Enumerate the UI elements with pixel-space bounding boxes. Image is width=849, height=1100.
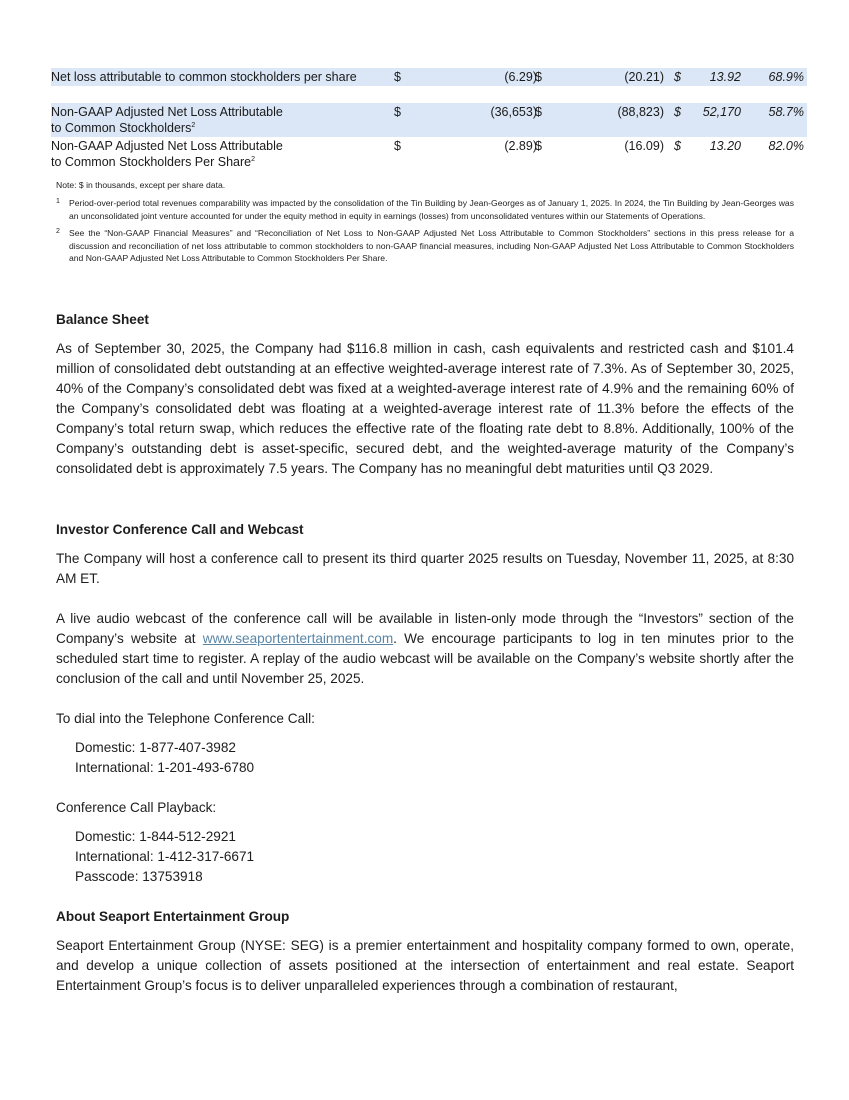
dollar-sign: $ <box>394 139 401 153</box>
value-change-percent: 82.0% <box>768 139 804 153</box>
footnote-text: See the “Non-GAAP Financial Measures” and “Reconciliation of Net Loss to Non-GAAP Adjusted Net Loss Attributable to Common Stockholders” sections in this press release for a discussion and reconciliation of net loss attributable to common stockholders to non-GAAP financial measures, including Non-GAAP Adjusted Net Loss Attributable to Common Stockholders and Non-GAAP Adjusted Net Loss Attributable to Common Stockholders Per Share. <box>69 228 794 264</box>
section-heading: Investor Conference Call and Webcast <box>56 522 304 537</box>
value-prior: (20.21) <box>624 70 664 84</box>
about-section <box>56 907 794 996</box>
value-prior: (88,823) <box>617 105 664 119</box>
table-row <box>51 137 807 171</box>
paragraph-text: A live audio webcast of the conference call will be available in listen-only mode through the “Investors” section of the Company’s website at <box>56 611 794 646</box>
conference-paragraph-2 <box>56 609 794 689</box>
row-label-line2: to Common Stockholders <box>51 121 192 135</box>
dollar-sign: $ <box>394 70 401 84</box>
row-label-line1: Non-GAAP Adjusted Net Loss Attributable <box>51 105 283 119</box>
dollar-sign: $ <box>535 139 542 153</box>
value-change-percent: 68.9% <box>768 70 804 84</box>
row-label <box>51 104 283 136</box>
value-change: 13.92 <box>709 70 741 84</box>
row-label-line2: to Common Stockholders Per Share <box>51 155 252 169</box>
balance-sheet-section <box>56 310 794 479</box>
paragraph-text: . We encourage participants to log in ten minutes prior to the scheduled start time to register. A replay of the audio webcast will be available on the Company’s website shortly after the conclusion of the call and until November 25, 2025. <box>56 631 794 686</box>
footnote-number: 2 <box>56 228 60 236</box>
row-label: Net loss attributable to common stockholders per share <box>51 70 357 84</box>
about-paragraph: Seaport Entertainment Group (NYSE: SEG) is a premier entertainment and hospitality company formed to own, operate, and develop a unique collection of assets positioned at the intersection of entertainment and real estate. Seaport Entertainment Group’s focus is to deliver unparalleled experiences through a combination of restaurant, <box>56 938 794 993</box>
footnote-marker: 2 <box>191 121 196 129</box>
table-row <box>51 68 807 86</box>
playback-domestic: Domestic: 1-844-512-2921 <box>75 829 236 844</box>
playback-heading: Conference Call Playback: <box>56 800 217 815</box>
dollar-sign: $ <box>535 70 542 84</box>
section-heading: Balance Sheet <box>56 312 149 327</box>
footnote <box>56 227 794 264</box>
dollar-sign: $ <box>674 70 681 84</box>
footnote-text: Period-over-period total revenues comparability was impacted by the consolidation of the Tin Building by Jean-Georges as of January 1, 2025. In 2024, the Tin Building by Jean-Georges was an unconsolidated joint venture accounted for under the equity method in equity in earnings (losses) from unconsolidated ventures within our Statements of Operations. <box>69 198 794 221</box>
dollar-sign: $ <box>674 139 681 153</box>
footnote <box>56 197 794 222</box>
row-label-line1: Non-GAAP Adjusted Net Loss Attributable <box>51 139 283 153</box>
row-label <box>51 138 283 170</box>
value-change-percent: 58.7% <box>768 105 804 119</box>
value-change: 52,170 <box>702 105 741 119</box>
playback-international: International: 1-412-317-6671 <box>75 849 255 864</box>
unit-note: Note: $ in thousands, except per share data. <box>56 180 226 190</box>
balance-sheet-paragraph: As of September 30, 2025, the Company had $116.8 million in cash, cash equivalents and restricted cash and $101.4 million of consolidated debt outstanding at an effective weighted-average interest rate of 7.3%. As of September 30, 2025, 40% of the Company’s consolidated debt was fixed at a weighted-average interest rate of 4.9% and the remaining 60% of the Company’s consolidated debt was floating at a weighted-average interest rate of 11.3% before the effects of the Company’s total return swap, which reduces the effective rate of the floating rate debt to 8.8%. Additionally, 100% of the Company’s outstanding debt is asset-specific, secured debt, and the weighted-average maturity of the Company’s consolidated debt is approximately 7.5 years. The Company has no meaningful debt maturities until Q3 2029. <box>56 341 794 476</box>
section-heading: About Seaport Entertainment Group <box>56 909 290 924</box>
dial-in-domestic: Domestic: 1-877-407-3982 <box>75 740 236 755</box>
dollar-sign: $ <box>394 105 401 119</box>
dial-in-international: International: 1-201-493-6780 <box>75 760 255 775</box>
playback-passcode: Passcode: 13753918 <box>75 869 203 884</box>
footnote-marker: 2 <box>251 155 255 163</box>
website-link[interactable]: www.seaportentertainment.com <box>202 631 394 646</box>
dollar-sign: $ <box>535 105 542 119</box>
value-change: 13.20 <box>709 139 741 153</box>
dollar-sign: $ <box>674 105 681 119</box>
conference-section <box>56 520 794 887</box>
table-notes <box>56 179 794 269</box>
table-row <box>51 103 807 137</box>
value-current: (36,653) <box>490 105 537 119</box>
value-current: (2.89) <box>504 139 537 153</box>
value-current: (6.29) <box>504 70 537 84</box>
conference-paragraph-1: The Company will host a conference call to present its third quarter 2025 results on Tuesday, November 11, 2025, at 8:30 AM ET. <box>56 551 794 586</box>
dial-in-heading: To dial into the Telephone Conference Call: <box>56 711 315 726</box>
value-prior: (16.09) <box>624 139 664 153</box>
footnote-number: 1 <box>56 198 60 206</box>
